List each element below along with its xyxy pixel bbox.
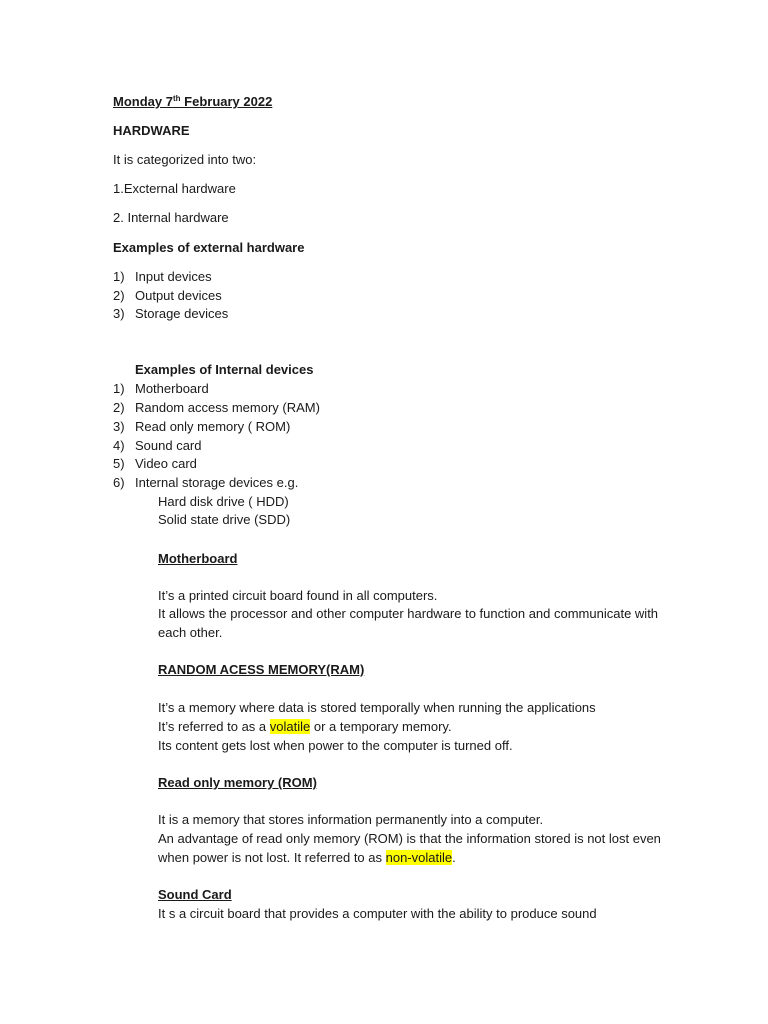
list-item: 3) Read only memory ( ROM) <box>113 419 291 434</box>
sub-list-item: Solid state drive (SDD) <box>158 512 291 527</box>
date-heading: Monday 7th February 2022 <box>113 94 273 109</box>
highlighted-term: volatile <box>269 719 311 734</box>
sound-card-text: It s a circuit board that provides a computer with the ability to produce sound <box>158 906 597 921</box>
ram-text: It’s referred to as a volatile or a temporary memory. <box>158 719 452 734</box>
list-item: 5) Video card <box>113 456 197 471</box>
sound-card-heading: Sound Card <box>158 887 232 902</box>
rom-text: when power is not lost. It referred to as non-volatile. <box>158 850 456 865</box>
ram-heading: RANDOM ACESS MEMORY(RAM) <box>158 662 365 677</box>
motherboard-text: It allows the processor and other computer hardware to function and communicate with <box>158 606 659 621</box>
list-item: 6) Internal storage devices e.g. <box>113 475 299 490</box>
external-heading: Examples of external hardware <box>113 240 305 255</box>
list-item: 1) Input devices <box>113 269 212 284</box>
list-item: 2) Random access memory (RAM) <box>113 400 320 415</box>
category-internal: 2. Internal hardware <box>113 210 229 225</box>
highlighted-term: non-volatile <box>385 850 453 865</box>
list-item: 1) Motherboard <box>113 381 209 396</box>
motherboard-heading: Motherboard <box>158 551 238 566</box>
motherboard-text: It’s a printed circuit board found in all computers. <box>158 588 438 603</box>
internal-heading: Examples of Internal devices <box>135 362 314 377</box>
list-item: 3) Storage devices <box>113 306 229 321</box>
rom-heading: Read only memory (ROM) <box>158 775 317 790</box>
sub-list-item: Hard disk drive ( HDD) <box>158 494 289 509</box>
intro-text: It is categorized into two: <box>113 152 257 167</box>
ram-text: It’s a memory where data is stored temporally when running the applications <box>158 700 596 715</box>
rom-text: It is a memory that stores information permanently into a computer. <box>158 812 544 827</box>
category-external: 1.Excternal hardware <box>113 181 236 196</box>
list-item: 2) Output devices <box>113 288 222 303</box>
list-item: 4) Sound card <box>113 438 202 453</box>
motherboard-text: each other. <box>158 625 223 640</box>
page-title: HARDWARE <box>113 123 190 138</box>
ram-text: Its content gets lost when power to the computer is turned off. <box>158 738 513 753</box>
rom-text: An advantage of read only memory (ROM) is that the information stored is not lost even <box>158 831 661 846</box>
